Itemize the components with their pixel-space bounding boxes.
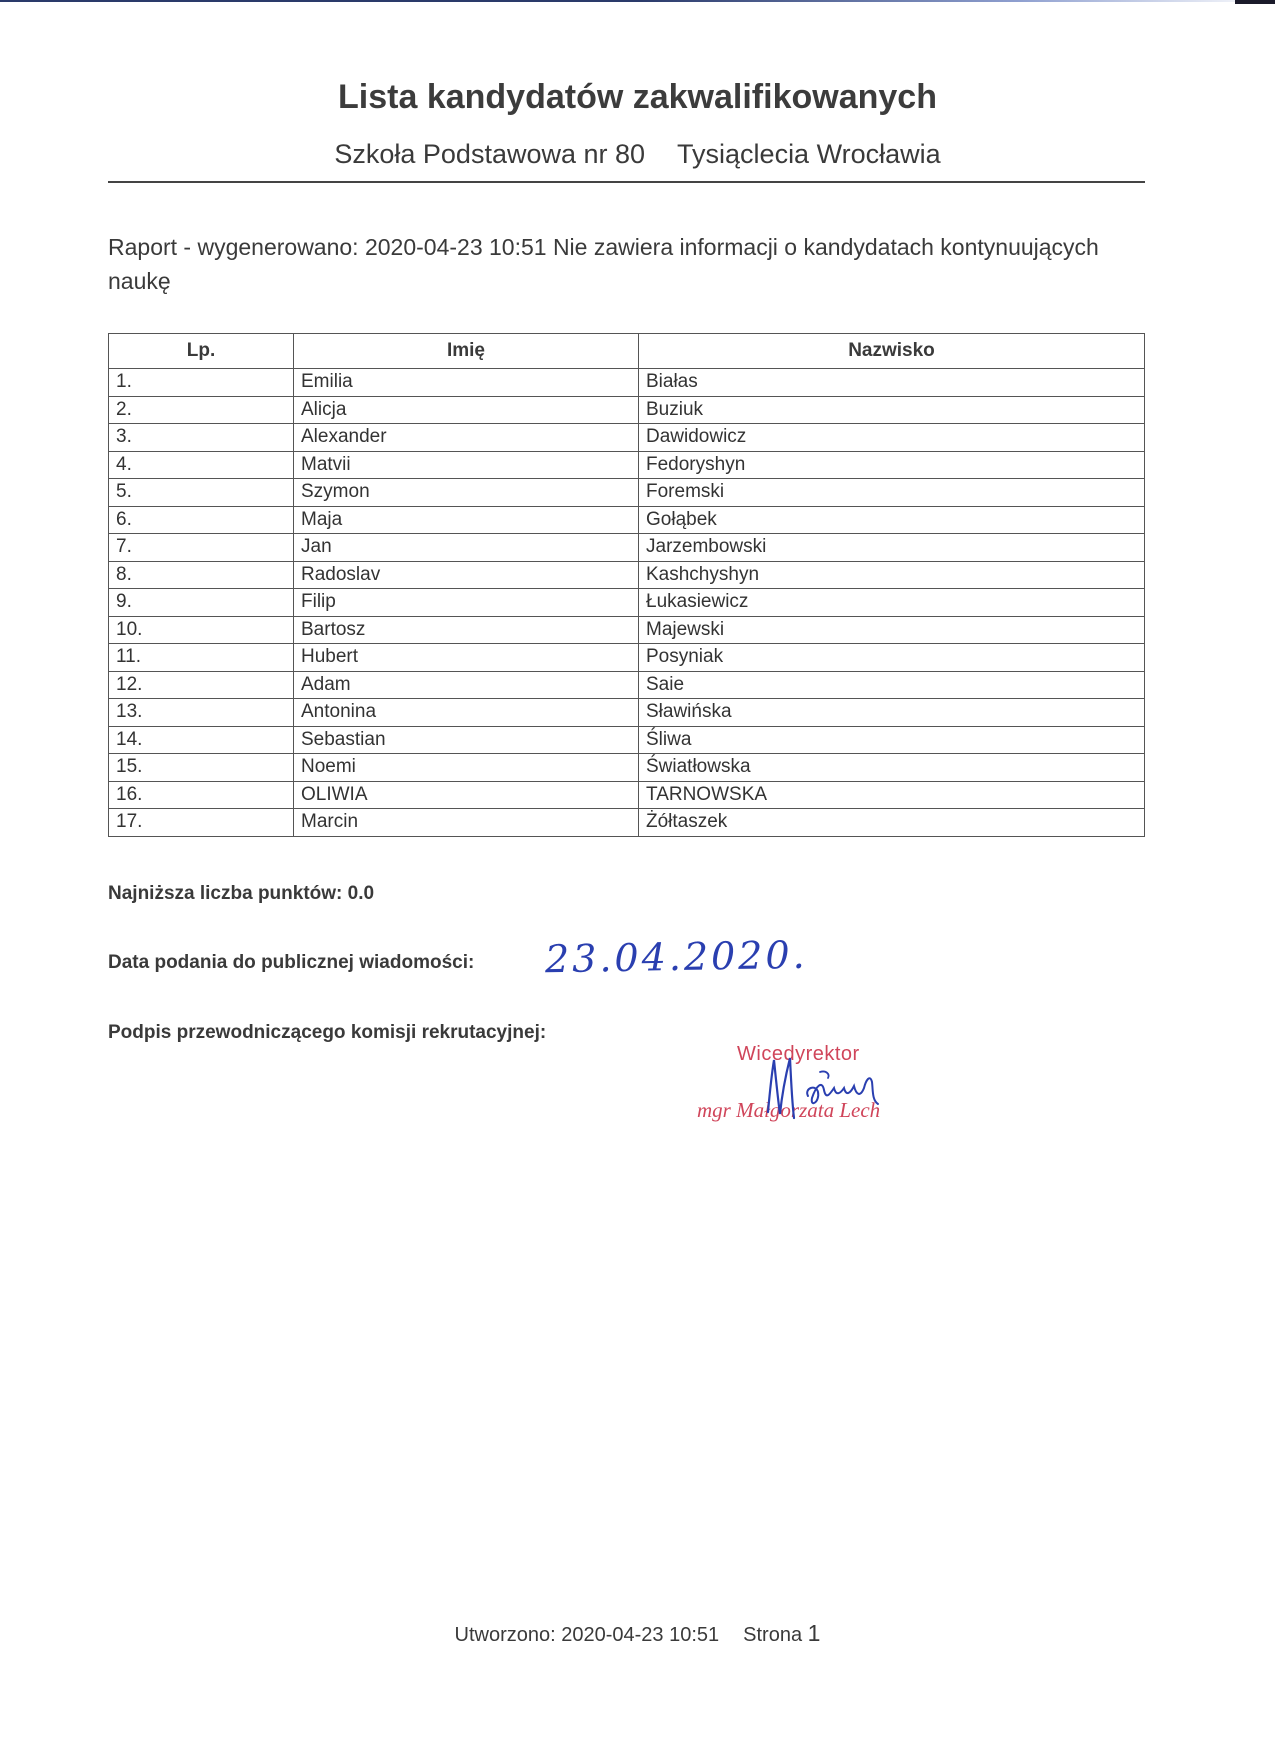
footer-page-label: Strona	[743, 1624, 803, 1646]
header-imie: Imię	[294, 334, 639, 369]
stamp-name: mgr Małgorzata Lech	[697, 1098, 881, 1122]
table-row	[109, 754, 1145, 782]
row-last-name: Światłowska	[639, 754, 1145, 782]
table-row	[109, 424, 1145, 452]
row-lp: 8.	[109, 561, 294, 589]
school-name: Tysiąclecia Wrocławia	[677, 139, 941, 169]
row-last-name: Kashchyshyn	[639, 561, 1145, 589]
signature-label: Podpis przewodniczącego komisji rekrutacyjnej:	[108, 1022, 547, 1043]
row-last-name: Żółtaszek	[639, 809, 1145, 837]
row-lp: 13.	[109, 699, 294, 727]
row-lp: 17.	[109, 809, 294, 837]
table-body	[109, 369, 1145, 837]
row-last-name: Buziuk	[639, 396, 1145, 424]
header-lp: Lp.	[109, 334, 294, 369]
row-last-name: Foremski	[639, 479, 1145, 507]
scan-edge-right	[1235, 0, 1275, 4]
row-last-name: Posyniak	[639, 644, 1145, 672]
header-nazwisko: Nazwisko	[639, 334, 1145, 369]
row-last-name: Dawidowicz	[639, 424, 1145, 452]
row-first-name: Maja	[294, 506, 639, 534]
row-first-name: Filip	[294, 589, 639, 617]
footer-page-number: 1	[807, 1620, 821, 1646]
row-lp: 14.	[109, 726, 294, 754]
row-first-name: Emilia	[294, 369, 639, 397]
row-last-name: Białas	[639, 369, 1145, 397]
row-last-name: Fedoryshyn	[639, 451, 1145, 479]
publication-date-label: Data podania do publicznej wiadomości:	[108, 952, 475, 973]
report-info: Raport - wygenerowano: 2020-04-23 10:51 Nie zawiera informacji o kandydatach kontynuujących naukę	[108, 234, 1099, 294]
table-row	[109, 534, 1145, 562]
row-lp: 5.	[109, 479, 294, 507]
school-number: Szkoła Podstawowa nr 80	[334, 139, 646, 169]
row-lp: 7.	[109, 534, 294, 562]
row-last-name: Sławińska	[639, 699, 1145, 727]
table-row	[109, 589, 1145, 617]
row-lp: 1.	[109, 369, 294, 397]
row-last-name: Majewski	[639, 616, 1145, 644]
table-row	[109, 616, 1145, 644]
table-row	[109, 671, 1145, 699]
row-first-name: Jan	[294, 534, 639, 562]
table-row	[109, 561, 1145, 589]
table-row	[109, 396, 1145, 424]
row-first-name: Matvii	[294, 451, 639, 479]
table-row	[109, 479, 1145, 507]
row-first-name: Alicja	[294, 396, 639, 424]
footer-created: Utworzono: 2020-04-23 10:51	[454, 1624, 720, 1646]
row-first-name: Sebastian	[294, 726, 639, 754]
row-lp: 3.	[109, 424, 294, 452]
row-first-name: Alexander	[294, 424, 639, 452]
handwritten-date: 23.04.2020.	[544, 932, 809, 982]
candidates-table	[108, 333, 1145, 837]
row-lp: 9.	[109, 589, 294, 617]
row-first-name: Noemi	[294, 754, 639, 782]
row-first-name: Marcin	[294, 809, 639, 837]
row-first-name: Hubert	[294, 644, 639, 672]
table-row	[109, 644, 1145, 672]
row-last-name: Jarzembowski	[639, 534, 1145, 562]
row-lp: 2.	[109, 396, 294, 424]
row-lp: 4.	[109, 451, 294, 479]
row-first-name: Radoslav	[294, 561, 639, 589]
row-first-name: Bartosz	[294, 616, 639, 644]
row-first-name: Antonina	[294, 699, 639, 727]
row-last-name: Gołąbek	[639, 506, 1145, 534]
row-lp: 11.	[109, 644, 294, 672]
signature-scribble	[760, 1050, 910, 1130]
row-first-name: Szymon	[294, 479, 639, 507]
row-first-name: Adam	[294, 671, 639, 699]
table-row	[109, 781, 1145, 809]
stamp-title: Wicedyrektor	[737, 1043, 860, 1065]
page-footer	[0, 1620, 1275, 1647]
row-last-name: Śliwa	[639, 726, 1145, 754]
table-row	[109, 369, 1145, 397]
page-subtitle	[0, 139, 1275, 170]
row-first-name: OLIWIA	[294, 781, 639, 809]
table-row	[109, 451, 1145, 479]
row-lp: 6.	[109, 506, 294, 534]
min-points: Najniższa liczba punktów: 0.0	[108, 883, 375, 904]
row-lp: 12.	[109, 671, 294, 699]
row-lp: 15.	[109, 754, 294, 782]
header-divider	[108, 181, 1145, 183]
table-header-row	[109, 334, 1145, 369]
scan-edge-top	[0, 0, 1275, 2]
row-lp: 16.	[109, 781, 294, 809]
table-row	[109, 809, 1145, 837]
row-last-name: Łukasiewicz	[639, 589, 1145, 617]
row-last-name: Saie	[639, 671, 1145, 699]
page-title: Lista kandydatów zakwalifikowanych	[338, 78, 937, 116]
table-row	[109, 726, 1145, 754]
row-last-name: TARNOWSKA	[639, 781, 1145, 809]
table-row	[109, 506, 1145, 534]
row-lp: 10.	[109, 616, 294, 644]
table-row	[109, 699, 1145, 727]
